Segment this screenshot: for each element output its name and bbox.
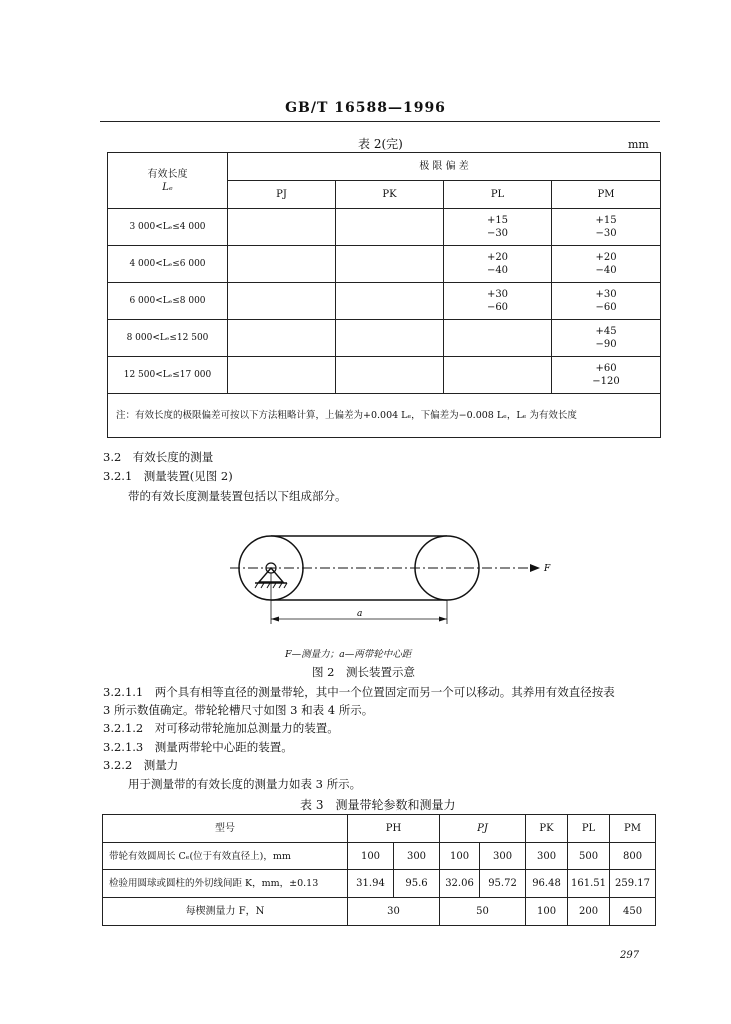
table3-type-pk: PK xyxy=(526,815,568,843)
table2-pm-cell xyxy=(552,209,661,246)
table2-pl-cell xyxy=(444,246,552,283)
table3-type-pm: PM xyxy=(610,815,656,843)
lower-deviation: −40 xyxy=(595,265,617,276)
table3-cell: 300 xyxy=(394,843,440,870)
upper-deviation: +30 xyxy=(486,289,509,300)
lower-deviation: −30 xyxy=(486,228,509,239)
section-heading-3-2-1: 3.2.1 测量装置(见图 2) xyxy=(103,469,233,483)
table3-cell: 800 xyxy=(610,843,656,870)
table3-row1-label: 带轮有效圆周长 Cₑ(位于有效直径上)，mm xyxy=(103,843,348,870)
table-row xyxy=(108,246,661,283)
upper-deviation: +20 xyxy=(486,252,509,263)
table2-pj-cell xyxy=(228,320,336,357)
table2-note-row xyxy=(108,394,661,438)
lower-deviation: −30 xyxy=(595,228,617,239)
clause-3-2-1-1-line2: 3 所示数值确定。带轮轮槽尺寸如图 3 和表 4 所示。 xyxy=(103,703,374,717)
table2-type-pk: PK xyxy=(336,181,444,209)
table3-cell: 31.94 xyxy=(348,870,394,898)
lower-deviation: −60 xyxy=(595,302,617,313)
table3-cell: 500 xyxy=(568,843,610,870)
table2-pk-cell xyxy=(336,209,444,246)
table2-type-pm: PM xyxy=(552,181,661,209)
table-row xyxy=(108,209,661,246)
table2-pk-cell xyxy=(336,283,444,320)
clause-3-2-2: 3.2.2 测量力 xyxy=(103,758,179,772)
clause-3-2-1-1-line1: 3.2.1.1 两个具有相等直径的测量带轮，其中一个位置固定而另一个可以移动。其养用有效直径按表 xyxy=(103,685,615,699)
lower-deviation: −60 xyxy=(486,302,509,313)
table2-pk-cell xyxy=(336,246,444,283)
upper-deviation: +60 xyxy=(595,363,617,374)
table3-cell: 96.48 xyxy=(526,870,568,898)
table3-cell: 450 xyxy=(610,898,656,926)
lower-deviation: −90 xyxy=(595,339,617,350)
table3-cell: 32.06 xyxy=(440,870,480,898)
table3-row2-label: 检验用圆球或圆柱的外切线间距 K，mm，±0.13 xyxy=(103,870,348,898)
table2-pm-cell xyxy=(552,357,661,394)
table3-cell: 100 xyxy=(348,843,394,870)
table3-cell: 95.72 xyxy=(480,870,526,898)
table3-type-pj: PJ xyxy=(440,815,526,843)
table2-type-pj: PJ xyxy=(228,181,336,209)
table2-pm-cell xyxy=(552,246,661,283)
dimension-arrow-left-icon xyxy=(271,617,279,622)
table3-caption: 表 3 测量带轮参数和测量力 xyxy=(300,798,456,812)
table2-range-cell: 4 000<Lₑ≤6 000 xyxy=(108,246,228,283)
section-3-2-1-text: 带的有效长度测量装置包括以下组成部分。 xyxy=(128,489,347,503)
table-row xyxy=(103,843,656,870)
table2-type-pl: PL xyxy=(444,181,552,209)
table-row xyxy=(108,357,661,394)
clause-3-2-1-3: 3.2.1.3 测量两带轮中心距的装置。 xyxy=(103,740,293,754)
standard-code-header: GB/T 16588—1996 xyxy=(285,100,446,116)
table2-pl-cell xyxy=(444,283,552,320)
table2-header-row xyxy=(108,153,661,181)
clause-3-2-2-text: 用于测量带的有效长度的测量力如表 3 所示。 xyxy=(128,777,362,791)
table3-cell: 95.6 xyxy=(394,870,440,898)
table2-pm-cell xyxy=(552,283,661,320)
table2-pm-cell xyxy=(552,320,661,357)
force-arrow-icon xyxy=(530,564,540,572)
table3-cell: 259.17 xyxy=(610,870,656,898)
upper-deviation: +45 xyxy=(595,326,617,337)
table2-pk-cell xyxy=(336,357,444,394)
table3-cell: 100 xyxy=(526,898,568,926)
table2-pk-cell xyxy=(336,320,444,357)
table3-cell: 50 xyxy=(440,898,526,926)
table2-unit: mm xyxy=(628,138,649,151)
table2-pj-cell xyxy=(228,209,336,246)
figure2-legend: F—测量力；a—两带轮中心距 xyxy=(285,649,412,660)
table2-range-cell: 8 000<Lₑ≤12 500 xyxy=(108,320,228,357)
table-row xyxy=(103,870,656,898)
table3-header-row xyxy=(103,815,656,843)
clause-3-2-1-2: 3.2.1.2 对可移动带轮施加总测量力的装置。 xyxy=(103,721,339,735)
table3-row3-label: 每楔测量力 F，N xyxy=(103,898,348,926)
table3-cell: 300 xyxy=(480,843,526,870)
table2-caption: 表 2(完) xyxy=(358,137,403,151)
figure2-title: 图 2 测长装置示意 xyxy=(312,665,415,679)
header-rule xyxy=(100,121,660,122)
table2-length-header-line1: 有效长度 xyxy=(147,168,188,180)
table-row xyxy=(108,320,661,357)
upper-deviation: +15 xyxy=(486,215,509,226)
table3-type-ph: PH xyxy=(348,815,440,843)
table2-range-cell: 3 000<Lₑ≤4 000 xyxy=(108,209,228,246)
table2-note: 注：有效长度的极限偏差可按以下方法粗略计算，上偏差为+0.004 Lₑ，下偏差为−0.008 Lₑ，Lₑ 为有效长度 xyxy=(108,394,661,438)
table2-pj-cell xyxy=(228,357,336,394)
table-row xyxy=(103,898,656,926)
table2-pl-cell xyxy=(444,320,552,357)
measuring-device-diagram xyxy=(230,520,560,630)
table3-cell: 200 xyxy=(568,898,610,926)
table2-range-cell: 12 500<Lₑ≤17 000 xyxy=(108,357,228,394)
table3-cell: 30 xyxy=(348,898,440,926)
table2-pj-cell xyxy=(228,283,336,320)
upper-deviation: +30 xyxy=(595,289,617,300)
dimension-arrow-right-icon xyxy=(439,617,447,622)
table3-cell: 161.51 xyxy=(568,870,610,898)
table2-pj-cell xyxy=(228,246,336,283)
upper-deviation: +20 xyxy=(595,252,617,263)
force-label: F xyxy=(544,564,551,574)
table2-group-header: 极 限 偏 差 xyxy=(228,153,661,181)
table3-cell: 100 xyxy=(440,843,480,870)
section-heading-3-2: 3.2 有效长度的测量 xyxy=(103,450,214,464)
table3-header-label: 型号 xyxy=(103,815,348,843)
upper-deviation: +15 xyxy=(595,215,617,226)
table2-length-header xyxy=(108,153,228,209)
table3 xyxy=(102,814,656,926)
table-row xyxy=(108,283,661,320)
table2-pl-cell xyxy=(444,209,552,246)
table2-range-cell: 6 000<Lₑ≤8 000 xyxy=(108,283,228,320)
dimension-label: a xyxy=(357,609,363,619)
table2-length-header-line2: Lₑ xyxy=(162,181,173,193)
table3-cell: 300 xyxy=(526,843,568,870)
page-number: 297 xyxy=(620,950,640,961)
lower-deviation: −40 xyxy=(486,265,509,276)
table3-type-pl: PL xyxy=(568,815,610,843)
table2 xyxy=(107,152,661,438)
lower-deviation: −120 xyxy=(592,376,620,387)
table2-pl-cell xyxy=(444,357,552,394)
